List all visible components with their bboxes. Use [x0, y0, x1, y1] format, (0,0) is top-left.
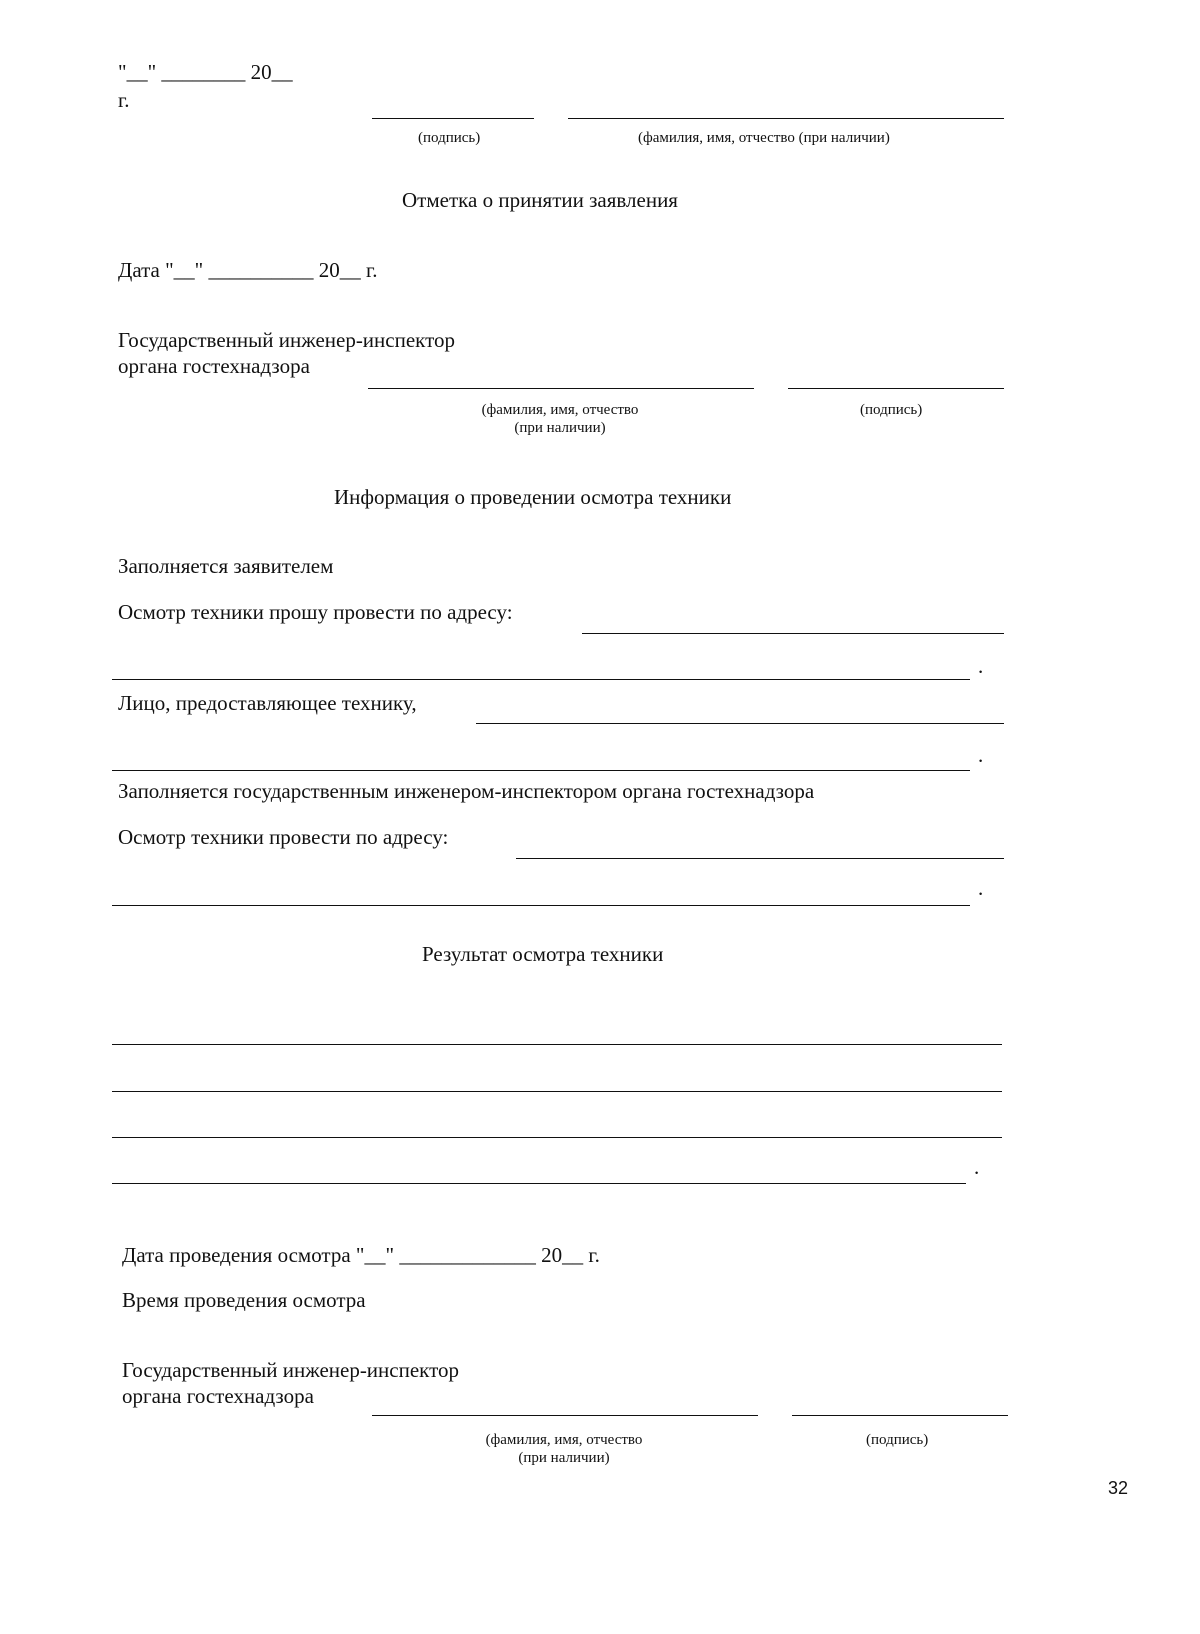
requested-address-field-continuation[interactable]: [112, 679, 970, 680]
inspection-info-title: Информация о проведении осмотра техники: [334, 485, 732, 509]
acceptance-fio-caption-line2: (при наличии): [514, 420, 606, 436]
applicant-fio-line[interactable]: [568, 118, 1004, 119]
page-number: 32: [1108, 1478, 1129, 1498]
equipment-provider-period: .: [978, 743, 984, 767]
result-signature-line[interactable]: [792, 1415, 1008, 1416]
acceptance-date-line: Дата "__" __________ 20__ г.: [118, 258, 378, 282]
inspection-address-period: .: [978, 876, 984, 900]
inspection-address-field-continuation[interactable]: [112, 905, 970, 906]
inspector-fill-heading: Заполняется государственным инженером-инспектором органа гостехнадзора: [118, 779, 815, 803]
acceptance-fio-line[interactable]: [368, 388, 754, 389]
applicant-signature-line[interactable]: [372, 118, 534, 119]
acceptance-signature-line[interactable]: [788, 388, 1004, 389]
inspection-time-label: Время проведения осмотра: [122, 1288, 366, 1312]
applicant-date-line: "__" ________ 20__: [118, 60, 293, 84]
inspection-result-title: Результат осмотра техники: [422, 942, 664, 966]
inspection-address-field[interactable]: [516, 858, 1004, 859]
equipment-provider-label: Лицо, предоставляющее технику,: [118, 691, 417, 715]
requested-address-period: .: [978, 654, 984, 678]
requested-address-field[interactable]: [582, 633, 1004, 634]
acceptance-fio-caption-line1: (фамилия, имя, отчество: [481, 402, 639, 418]
acceptance-section-title: Отметка о принятии заявления: [402, 188, 678, 212]
inspection-result-period: .: [974, 1155, 980, 1179]
applicant-date-year-suffix: г.: [118, 88, 130, 112]
applicant-fill-heading: Заполняется заявителем: [118, 554, 334, 578]
inspection-result-line-3[interactable]: [112, 1137, 1002, 1138]
equipment-provider-field[interactable]: [476, 723, 1004, 724]
result-signature-caption: (подпись): [866, 1432, 929, 1448]
inspection-date-line: Дата проведения осмотра "__" _____________ 20__ г.: [122, 1243, 600, 1267]
inspection-result-line-4[interactable]: [112, 1183, 966, 1184]
applicant-fio-caption: (фамилия, имя, отчество (при наличии): [638, 130, 890, 146]
result-fio-caption-line2: (при наличии): [518, 1450, 610, 1466]
acceptance-inspector-title-line1: Государственный инженер-инспектор: [118, 328, 455, 352]
acceptance-inspector-title-line2: органа гостехнадзора: [118, 354, 310, 378]
result-inspector-title-line2: органа гостехнадзора: [122, 1384, 314, 1408]
acceptance-signature-caption: (подпись): [860, 402, 923, 418]
inspection-result-line-1[interactable]: [112, 1044, 1002, 1045]
applicant-signature-caption: (подпись): [418, 130, 481, 146]
inspection-result-line-2[interactable]: [112, 1091, 1002, 1092]
inspection-address-label: Осмотр техники провести по адресу:: [118, 825, 449, 849]
result-fio-line[interactable]: [372, 1415, 758, 1416]
requested-address-label: Осмотр техники прошу провести по адресу:: [118, 600, 513, 624]
result-fio-caption-line1: (фамилия, имя, отчество: [485, 1432, 643, 1448]
equipment-provider-field-continuation[interactable]: [112, 770, 970, 771]
result-inspector-title-line1: Государственный инженер-инспектор: [122, 1358, 459, 1382]
